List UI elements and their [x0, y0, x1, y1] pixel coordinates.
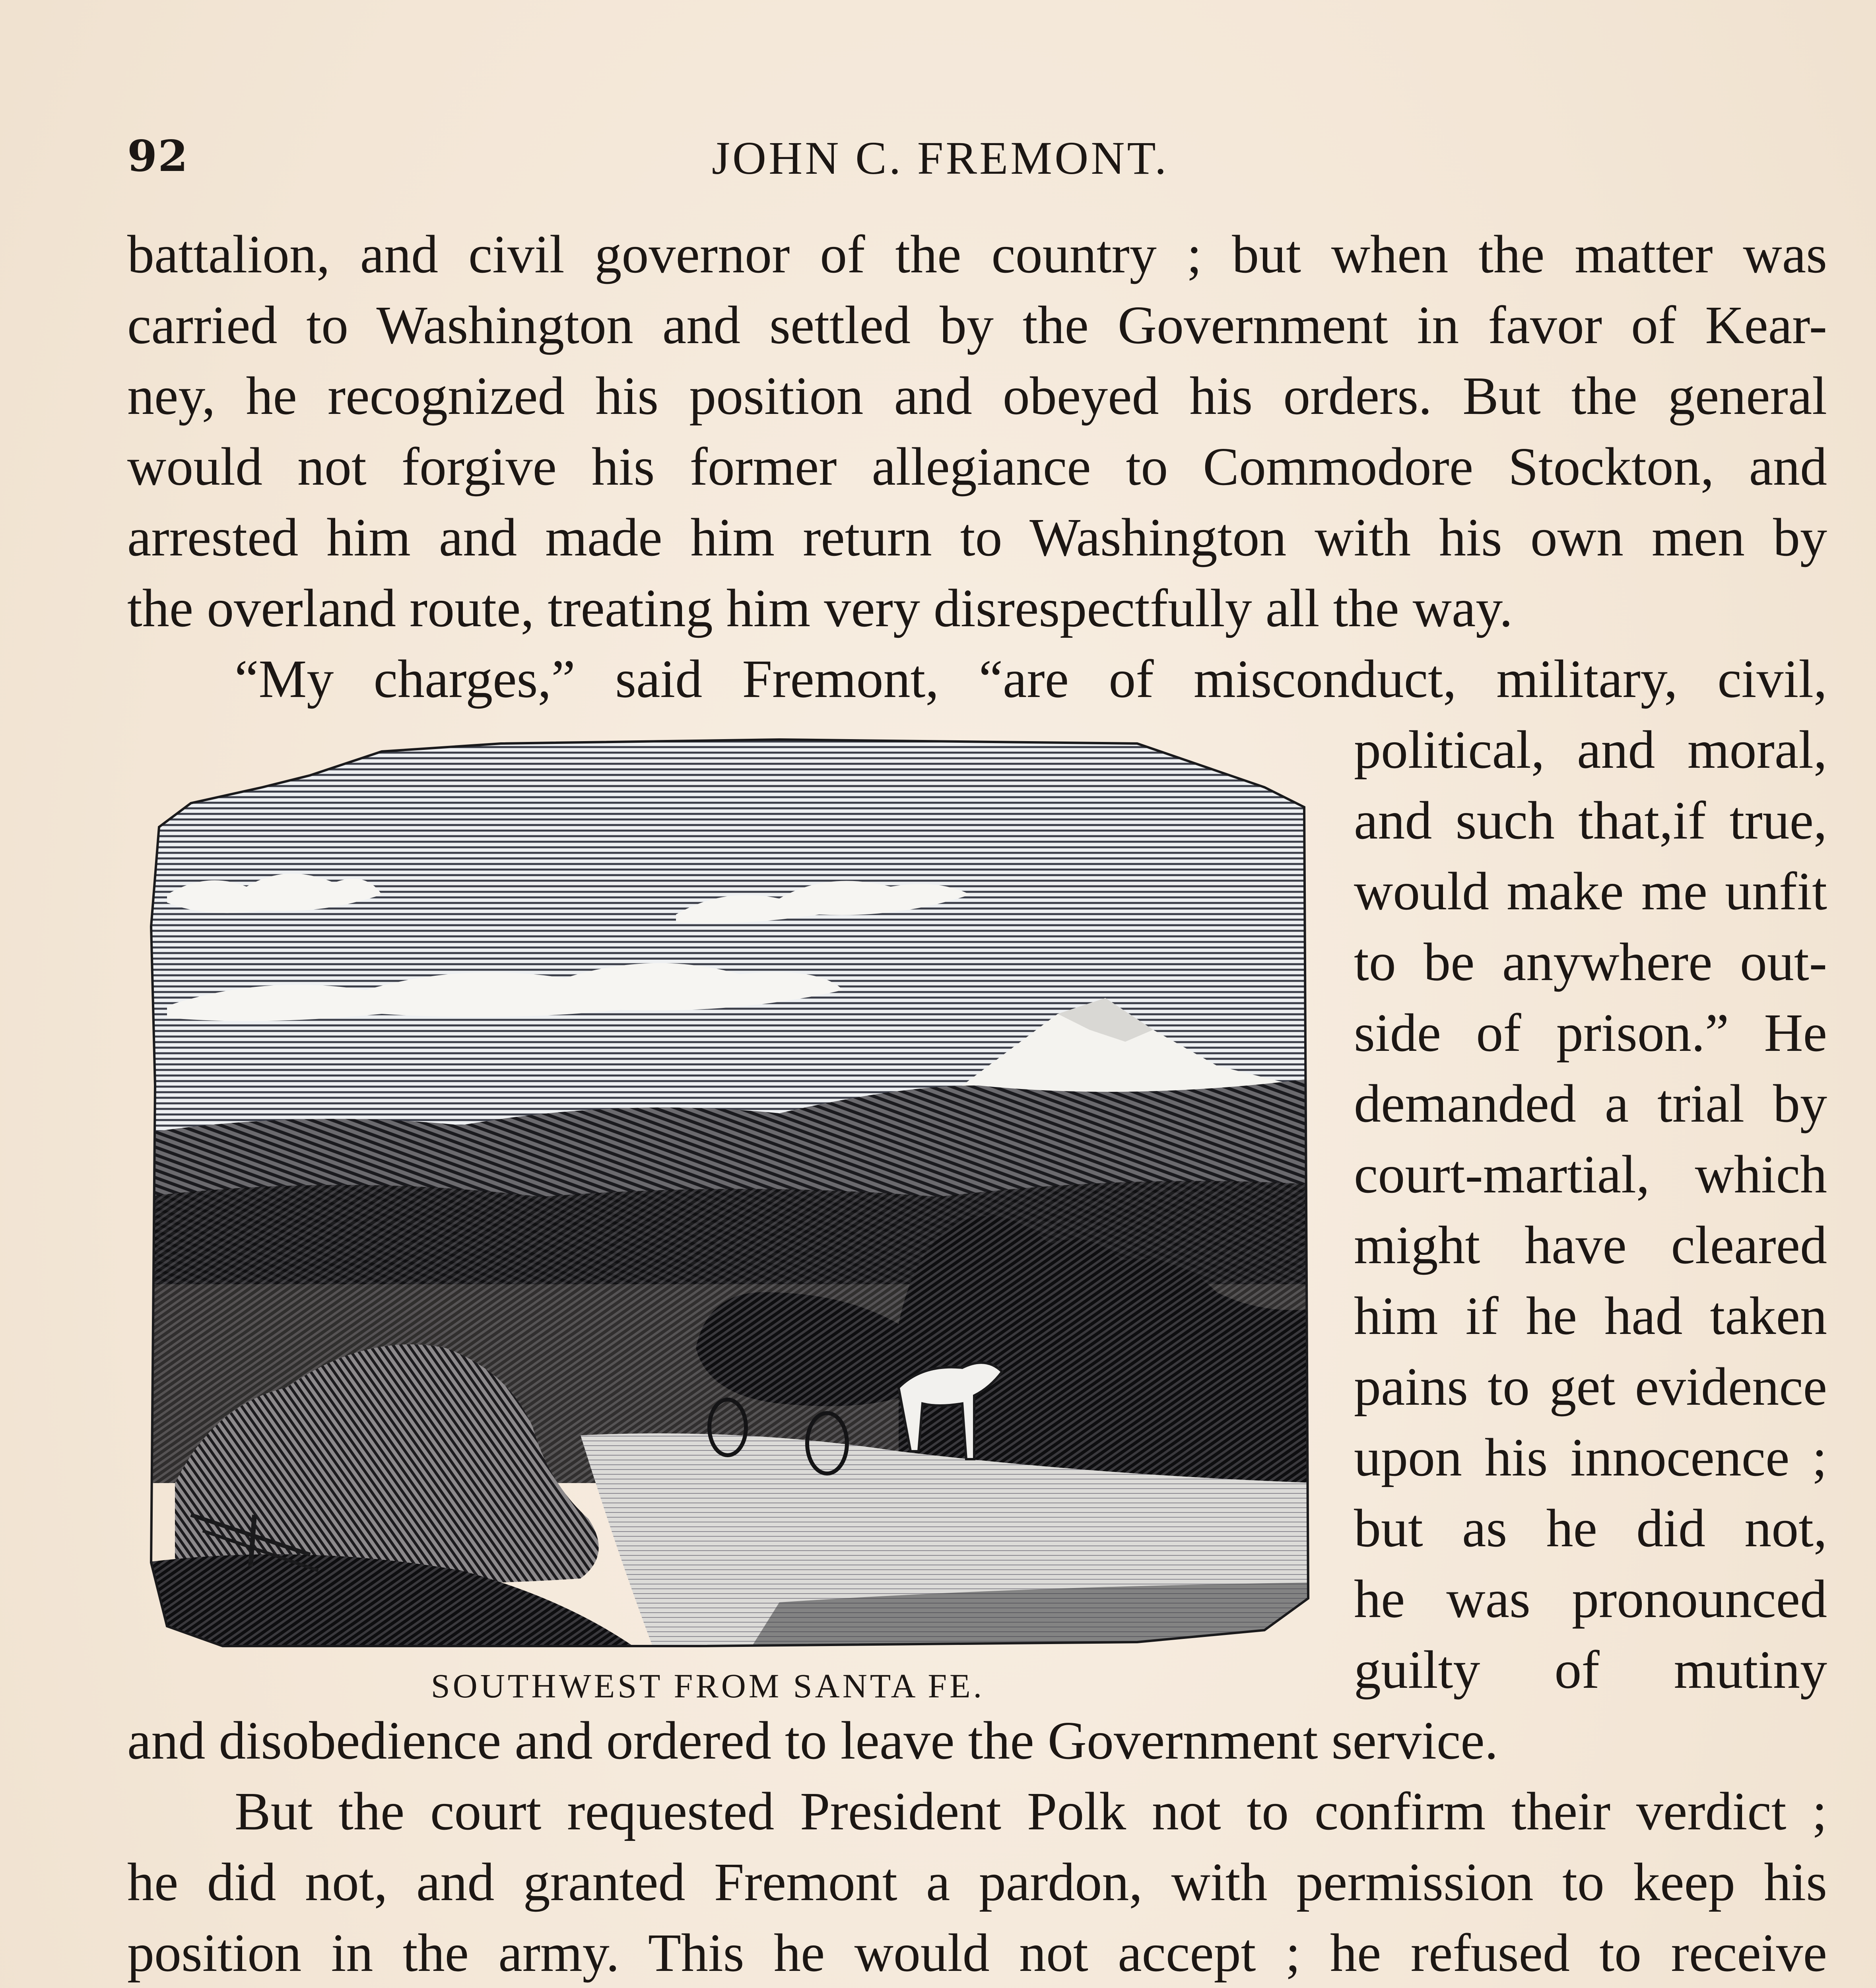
text-line: he did not, and granted Fremont a pardon, with permission to keep his	[127, 1852, 1827, 1912]
figure-caption: SOUTHWEST FROM SANTA FE.	[431, 1667, 985, 1705]
engraving-illustration	[143, 728, 1320, 1666]
text-line: side of prison.” He	[1354, 1003, 1827, 1063]
text-line: to be anywhere out-	[1354, 932, 1827, 992]
text-line: would make me unfit	[1354, 862, 1827, 921]
text-line: and disobedience and ordered to leave the Government service.	[127, 1711, 1498, 1771]
text-line: but as he did not,	[1354, 1499, 1827, 1558]
text-line: guilty of mutiny	[1354, 1640, 1827, 1700]
text-line: upon his innocence ;	[1354, 1428, 1827, 1487]
text-line: carried to Washington and settled by the Government in favor of Kear-	[127, 295, 1827, 355]
text-line: would not forgive his former allegiance to Commodore Stockton, and	[127, 437, 1827, 497]
text-line: and such that,if true,	[1354, 791, 1827, 850]
text-line: pains to get evidence	[1354, 1357, 1827, 1417]
text-line: the overland route, treating him very disrespectfully all the way.	[127, 579, 1513, 638]
text-line: might have cleared	[1354, 1215, 1827, 1275]
text-line: he was pronounced	[1354, 1569, 1827, 1629]
page-header	[127, 131, 1837, 195]
landscape-engraving	[143, 728, 1320, 1666]
text-line: court-martial, which	[1354, 1145, 1827, 1204]
text-line: him if he had taken	[1354, 1286, 1827, 1346]
text-line: But the court requested President Polk not to confirm their verdict ;	[235, 1782, 1827, 1841]
page-number: 92	[127, 131, 189, 181]
text-line: demanded a trial by	[1354, 1074, 1827, 1134]
text-line: arrested him and made him return to Washington with his own men by	[127, 508, 1827, 567]
running-head: JOHN C. FREMONT.	[712, 132, 1169, 184]
text-line: position in the army. This he would not accept ; he refused to receive	[127, 1923, 1827, 1983]
text-line: ney, he recognized his position and obeyed his orders. But the general	[127, 366, 1827, 426]
text-line: political, and moral,	[1354, 720, 1827, 780]
text-line: “My charges,” said Fremont, “are of misconduct, military, civil,	[235, 649, 1827, 709]
text-line: battalion, and civil governor of the country ; but when the matter was	[127, 225, 1827, 284]
